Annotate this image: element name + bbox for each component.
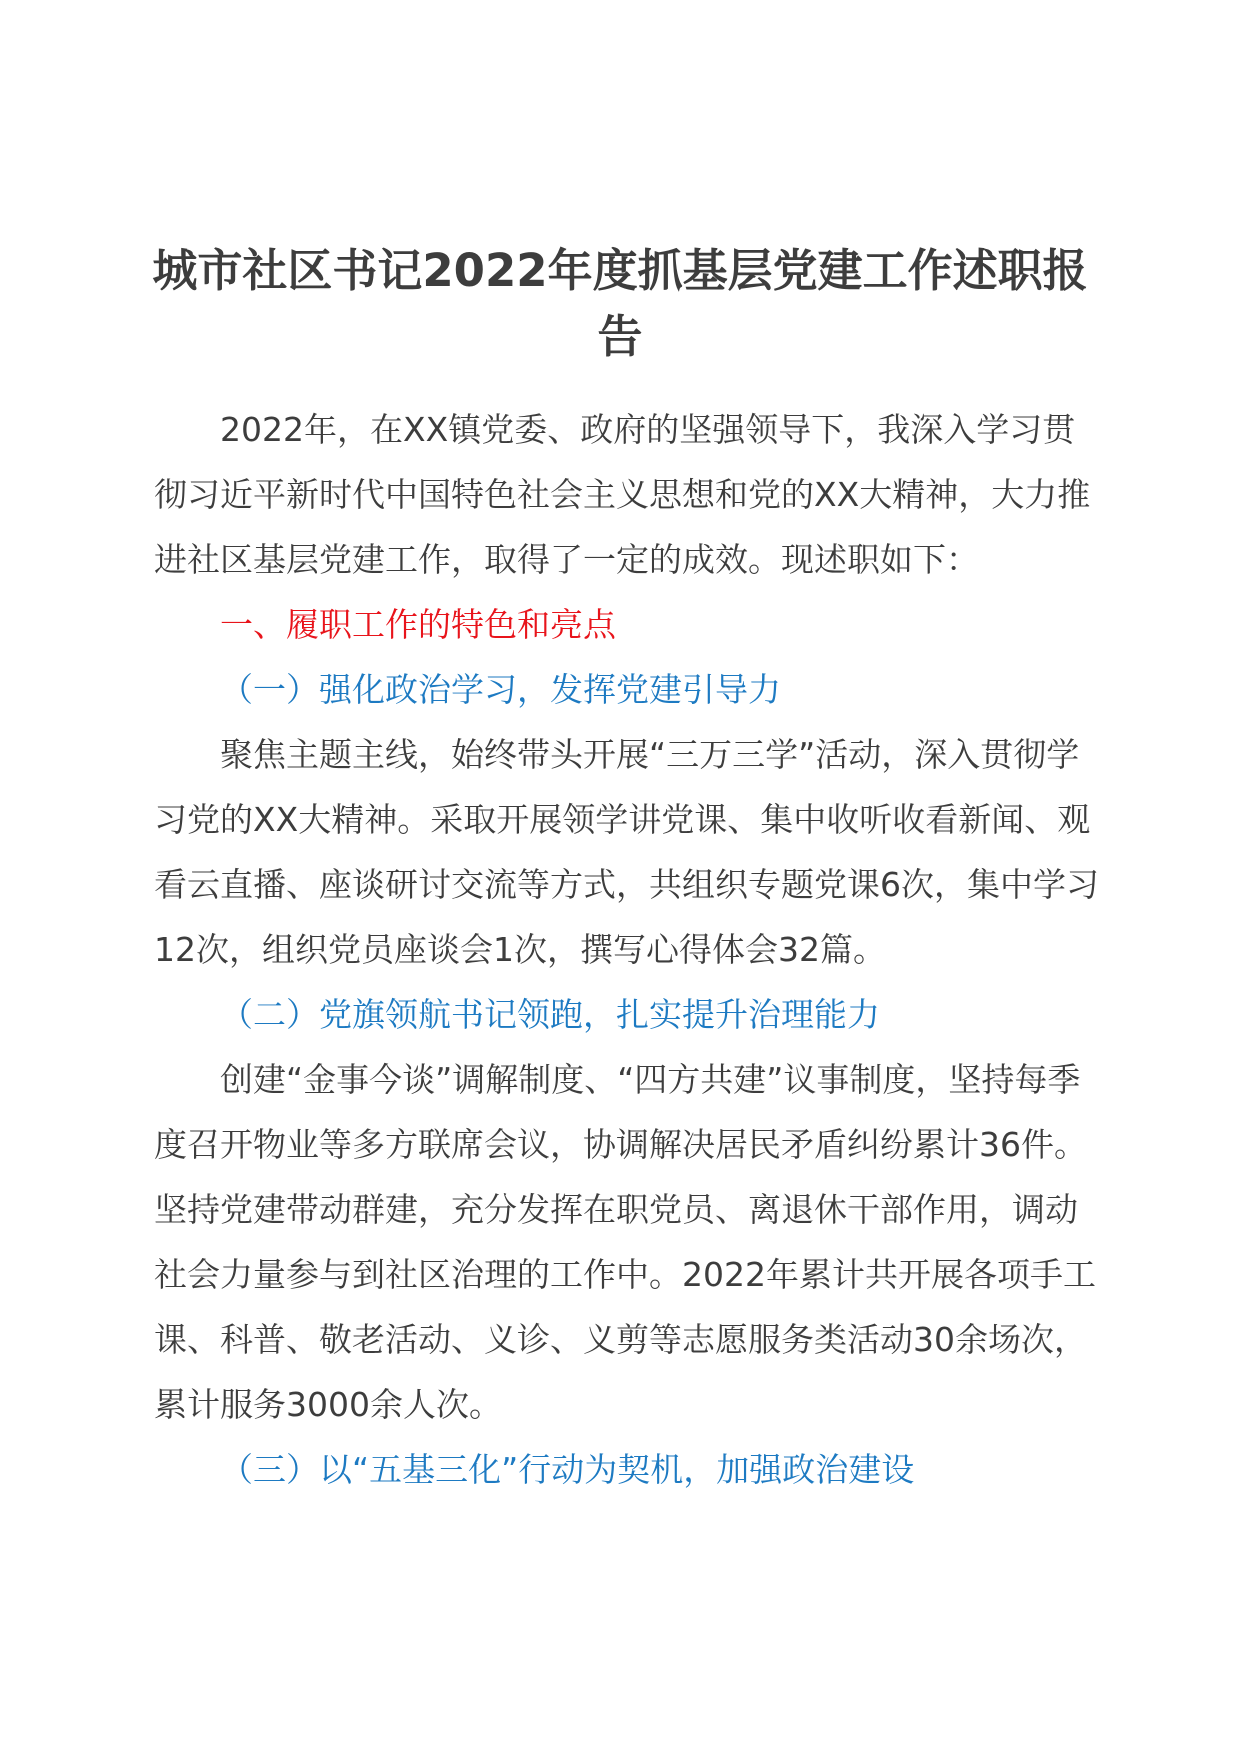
- subsection-heading-3: （三）以“五基三化”行动为契机，加强政治建设: [220, 1450, 915, 1489]
- section-heading-1: 一、履职工作的特色和亮点: [220, 605, 616, 644]
- subsection-heading-1: （一）强化政治学习，发挥党建引导力: [220, 670, 781, 709]
- subsection-heading-2: （二）党旗领航书记领跑，扎实提升治理能力: [220, 995, 880, 1034]
- subsection-paragraph-2: 创建“金事今谈”调解制度、“四方共建”议事制度，坚持每季度召开物业等多方联席会议，协调解决居民矛盾纠纷累计36件。坚持党建带动群建，充分发挥在职党员、离退休干部作用，调动社会力量参与到社区治理的工作中。2022年累计共开展各项手工课、科普、敬老活动、义诊、义剪等志愿服务类活动30余场次，累计服务3000余人次。: [154, 1060, 1096, 1424]
- subsection-paragraph-1: 聚焦主题主线，始终带头开展“三万三学”活动，深入贯彻学习党的XX大精神。采取开展领学讲党课、集中收听收看新闻、观看云直播、座谈研讨交流等方式，共组织专题党课6次，集中学习12次，组织党员座谈会1次，撰写心得体会32篇。: [154, 735, 1099, 969]
- document-title: 城市社区书记2022年度抓基层党建工作述职报告: [152, 244, 1088, 363]
- intro-paragraph: 2022年，在XX镇党委、政府的坚强领导下，我深入学习贯彻习近平新时代中国特色社会主义思想和党的XX大精神，大力推进社区基层党建工作，取得了一定的成效。现述职如下：: [154, 410, 1091, 579]
- document-body: [154, 397, 1104, 1502]
